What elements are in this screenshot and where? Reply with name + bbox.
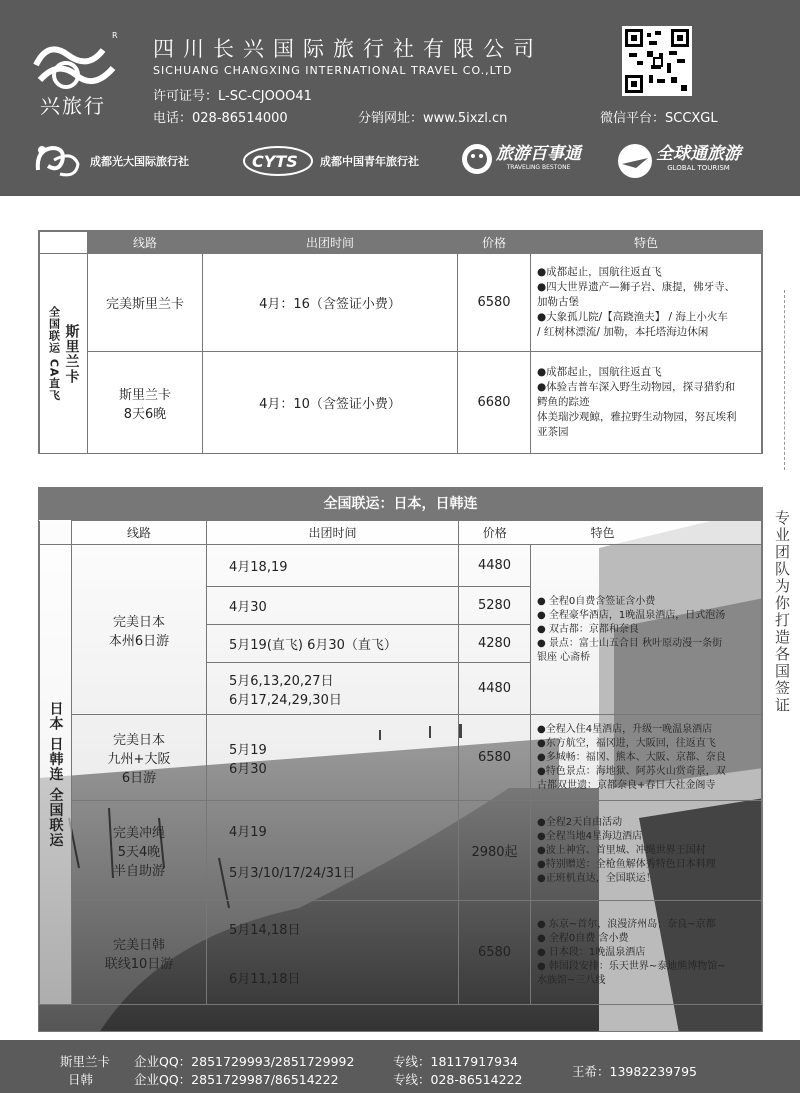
departure-date: 5月6,13,20,27日 6月17,24,29,30日 — [207, 663, 459, 715]
srilanka-side-label: 斯里兰卡 全国联运 CA直飞 — [40, 254, 88, 454]
partner-subtitle: TRAVELING BESTONE — [506, 164, 571, 171]
departure-date: 5月14,18日 6月11,18日 — [207, 901, 459, 1005]
company-name-cn: 四川长兴国际旅行社有限公司 — [153, 37, 543, 61]
footer-hotline[interactable]: 专线：028-86514222 — [393, 1072, 523, 1087]
partner-cyts — [242, 143, 419, 179]
departure-date: 4月19 5月3/10/17/24/31日 — [207, 801, 459, 901]
partner-name: 全球通旅游 — [656, 144, 741, 164]
japan-banner: 全国联运：日本，日韩连 — [39, 488, 762, 520]
japan-table — [39, 520, 762, 1005]
route-name: 完美日韩 联线10日游 — [72, 901, 207, 1005]
partner-subtitle: GLOBAL TOURISM — [667, 164, 730, 172]
header-features: 特色 — [531, 521, 762, 545]
route-name: 完美斯里兰卡 — [88, 254, 203, 352]
wechat-id: 微信平台：SCCXGL — [600, 111, 718, 126]
header-route: 线路 — [88, 232, 203, 254]
partner-name: 成都中国青年旅行社 — [320, 155, 419, 168]
footer-hotline[interactable]: 专线：18117917934 — [393, 1054, 518, 1069]
price: 6680 — [458, 352, 531, 454]
website-link[interactable]: 分销网址：www.5ixzl.cn — [358, 111, 508, 126]
side-slogan: 专业团队为你打造各国签证 — [773, 510, 791, 714]
departure-date: 4月：16（含签证小费） — [203, 254, 458, 352]
svg-text:R: R — [112, 31, 118, 40]
footer-qq[interactable]: 企业QQ：2851729987/86514222 — [134, 1072, 339, 1087]
departure-date: 4月30 — [207, 587, 459, 625]
partner-bestone — [460, 142, 581, 180]
bestone-logo-icon — [460, 142, 494, 180]
price: 2980起 — [459, 801, 531, 901]
header-date: 出团时间 — [207, 521, 459, 545]
footer-contact[interactable]: 王希：13982239795 — [572, 1064, 697, 1079]
footer-qq[interactable]: 企业QQ：2851729993/2851729992 — [134, 1054, 355, 1069]
header-banner — [0, 0, 800, 196]
departure-date: 5月19(直飞) 6月30（直飞） — [207, 625, 459, 663]
partner-global — [616, 142, 741, 180]
price: 4480 — [459, 545, 531, 587]
route-features: ●全程2天自由活动 ●全程当地4星海边酒店 ●波上神宫、首里城、冲绳世界王国村 ●特别赠送：全枪鱼解体秀特色日本料理 ●正班机直达，全国联运！ — [531, 801, 762, 901]
route-name: 完美冲绳 5天4晚 半自助游 — [72, 801, 207, 901]
cyts-logo-icon — [242, 143, 314, 179]
partner-logos — [0, 138, 800, 184]
route-features: ● 东京~首尔，浪漫济州岛；奈良~京都 ● 全程0自费 含小费 ● 日本段：1晚温泉酒店 ● 韩国段安排：乐天世界~泰迪熊博物馆~ 水族馆~三八线 — [531, 901, 762, 1005]
header-date: 出团时间 — [203, 232, 458, 254]
license-number: 许可证号：L-SC-CJOOO41 — [153, 89, 312, 104]
header-price: 价格 — [458, 232, 531, 254]
srilanka-section — [38, 230, 763, 454]
price: 6580 — [459, 901, 531, 1005]
route-features: ●成都起止，国航往返直飞 ●四大世界遗产—狮子岩、康提，佛牙寺、 加勒古堡 ●大象孤儿院/【高跷渔夫】 / 海上小火车 / 红树林漂流/ 加勒，本托塔海边休闲 — [531, 254, 762, 352]
price: 4280 — [459, 625, 531, 663]
route-name: 完美日本 本州6日游 — [72, 545, 207, 715]
route-features: ● 全程0自费含签证含小费 ● 全程豪华酒店，1晚温泉酒店，日式泡汤 ● 双古都：京都和奈良 ● 景点：富士山五合目 秋叶原动漫一条街 银座 心斋桥 — [531, 545, 762, 715]
header-features: 特色 — [531, 232, 762, 254]
price: 6580 — [459, 715, 531, 801]
price: 5280 — [459, 587, 531, 625]
japan-side-label: 日本 日韩连 全国联运 — [40, 545, 72, 1005]
qr-code-icon[interactable] — [622, 26, 692, 96]
guangda-logo-icon — [32, 140, 84, 182]
svg-text:CYTS: CYTS — [252, 152, 298, 171]
price: 6580 — [458, 254, 531, 352]
route-features: ●全程入住4星酒店，升级一晚温泉酒店 ●东方航空，福冈进，大阪回，往返直飞 ●多城畅：福冈、熊本、大阪、京都、奈良 ●特色景点：海地狱、阿苏火山赏奇景，双 古都双世遗：京都奈良+春日大社金阁寺 — [531, 715, 762, 801]
footer-contacts — [0, 1040, 800, 1093]
price: 4480 — [459, 663, 531, 715]
header-route: 线路 — [72, 521, 207, 545]
route-name: 完美日本 九州+大阪 6日游 — [72, 715, 207, 801]
global-logo-icon — [616, 142, 654, 180]
departure-date: 4月：10（含签证小费） — [203, 352, 458, 454]
partner-guangda — [32, 140, 189, 182]
header-price: 价格 — [459, 521, 531, 545]
divider-line — [784, 290, 785, 470]
logo-text: 兴旅行 — [40, 94, 106, 118]
company-name-en: SICHUANG CHANGXING INTERNATIONAL TRAVEL CO.,LTD — [153, 64, 513, 77]
japan-section — [38, 487, 763, 1032]
departure-date: 4月18,19 — [207, 545, 459, 587]
srilanka-table — [39, 231, 762, 454]
partner-name: 旅游百事通 — [496, 144, 581, 164]
route-name: 斯里兰卡 8天6晚 — [88, 352, 203, 454]
route-features: ●成都起止，国航往返直飞 ●体验吉普车深入野生动物园，探寻猎豹和 鳄鱼的踪迹 体美瑞沙观鲸，雅拉野生动物园，努瓦埃利 亚茶园 — [531, 352, 762, 454]
departure-date: 5月19 6月30 — [207, 715, 459, 801]
phone-number: 电话：028-86514000 — [153, 111, 288, 126]
partner-name: 成都光大国际旅行社 — [90, 155, 189, 168]
footer-route-label: 斯里兰卡 — [60, 1054, 111, 1069]
footer-route-label: 日韩 — [68, 1072, 94, 1087]
